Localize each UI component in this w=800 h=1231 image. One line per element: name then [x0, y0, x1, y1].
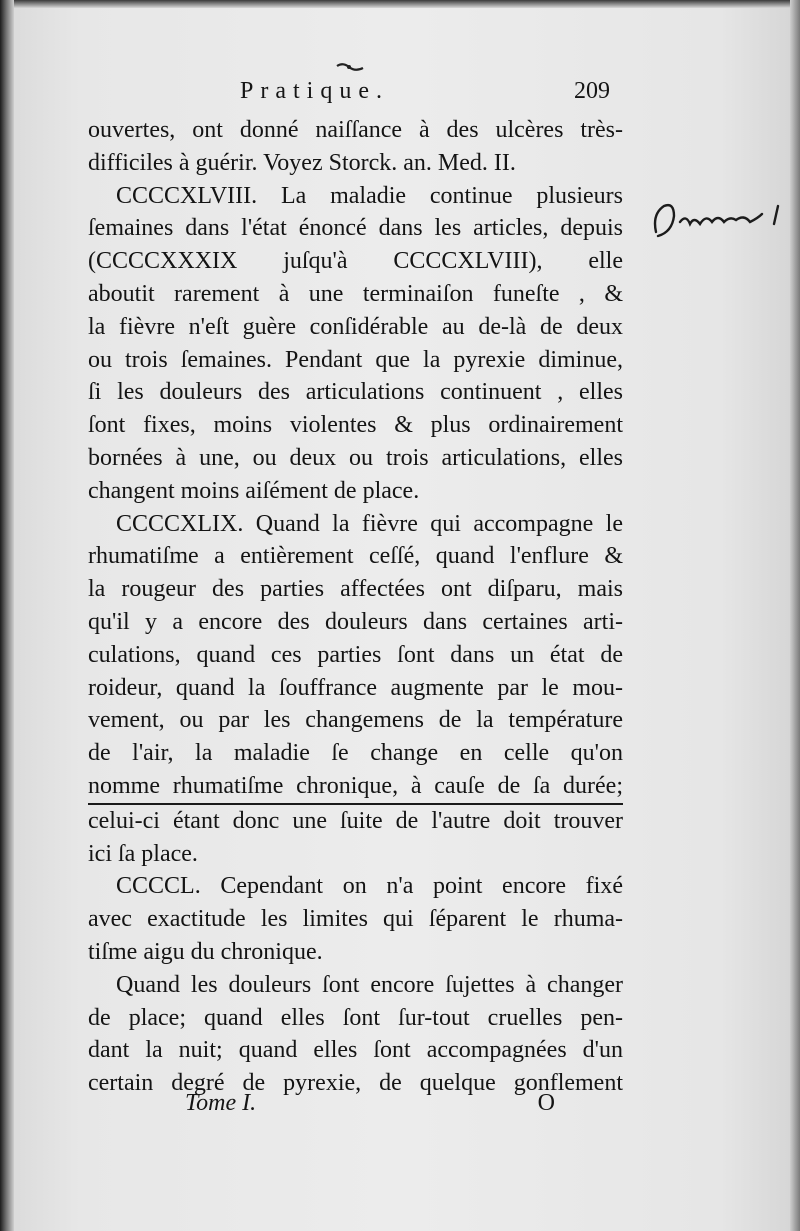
text-line: certain degré de pyrexie, de quelque gonflement	[88, 1070, 623, 1097]
text-line: aboutit rarement à une terminaiſon funeſte , &	[88, 280, 623, 307]
text-line: culations, quand ces parties ſont dans un état de	[88, 641, 623, 668]
text-line: celui-ci étant donc une ſuite de l'autre doit trouver	[88, 807, 623, 834]
text-line: CCCCXLVIII. La maladie continue plusieurs	[116, 182, 623, 209]
text-line: bornées à une, ou deux ou trois articulations, elles	[88, 444, 623, 471]
text-line: dant la nuit; quand elles ſont accompagnées d'un	[88, 1037, 623, 1064]
text-line: CCCCL. Cependant on n'a point encore fixé	[116, 873, 623, 900]
text-line: vement, ou par les changemens de la température	[88, 707, 623, 734]
sheet-signature: O	[537, 1090, 555, 1116]
running-title: Pratique.	[240, 78, 389, 104]
text-line: rhumatiſme a entièrement ceſſé, quand l'enflure &	[88, 543, 623, 570]
text-line: Quand les douleurs ſont encore ſujettes à changer	[116, 971, 623, 998]
page-top-edge	[0, 0, 800, 8]
page-left-edge	[0, 0, 14, 1231]
text-line: de place; quand elles ſont ſur-tout cruelles pen-	[88, 1004, 623, 1031]
text-line: tiſme aigu du chronique.	[88, 938, 323, 965]
text-line: ici ſa place.	[88, 840, 198, 867]
text-line: la fièvre n'eſt guère conſidérable au de-là de deux	[88, 313, 623, 340]
page-footer	[185, 1090, 555, 1124]
text-line: ou trois ſemaines. Pendant que la pyrexie diminue,	[88, 346, 623, 373]
text-line: ſi les douleurs des articulations continuent , elles	[88, 379, 623, 406]
body-text	[88, 114, 623, 1100]
text-line: difficiles à guérir. Voyez Storck. an. Med. II.	[88, 149, 516, 176]
text-line: roideur, quand la ſouffrance augmente par le mou-	[88, 674, 623, 701]
page-right-edge	[790, 0, 800, 1231]
text-line: (CCCCXXXIX juſqu'à CCCCXLVIII), elle	[88, 248, 623, 275]
page-number: 209	[574, 78, 610, 104]
volume-signature: Tome I.	[185, 1090, 257, 1116]
text-line: nomme rhumatiſme chronique, à cauſe de ſa durée;	[88, 770, 623, 805]
text-line: qu'il y a encore des douleurs dans certaines arti-	[88, 608, 623, 635]
handwritten-margin-note	[650, 192, 790, 252]
text-line: changent moins aiſément de place.	[88, 477, 420, 504]
text-line: avec exactitude les limites qui ſéparent le rhuma-	[88, 906, 623, 933]
text-line: CCCCXLIX. Quand la fièvre qui accompagne le	[116, 510, 623, 537]
text-line: ſemaines dans l'état énoncé dans les articles, depuis	[88, 215, 623, 242]
text-line: de l'air, la maladie ſe change en celle qu'on	[88, 740, 623, 767]
text-line: ouvertes, ont donné naiſſance à des ulcères très-	[88, 117, 623, 143]
text-line: ſont fixes, moins violentes & plus ordinairement	[88, 412, 623, 439]
text-line: la rougeur des parties affectées ont diſparu, mais	[88, 576, 623, 603]
page-header	[240, 74, 610, 110]
